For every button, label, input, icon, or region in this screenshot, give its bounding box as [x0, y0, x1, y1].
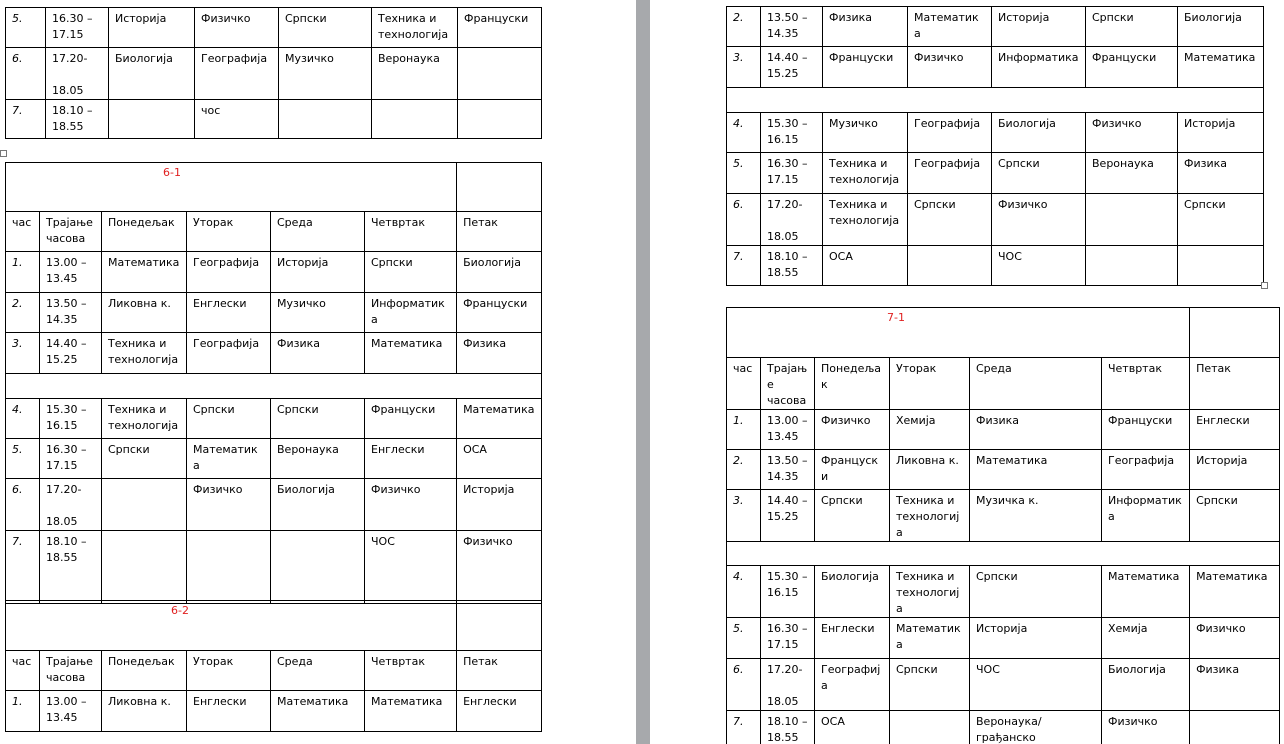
lesson-number: 4.: [6, 399, 40, 439]
lesson-number: 5.: [6, 8, 46, 48]
subject-cell: Физика: [271, 333, 365, 374]
table-row: [6, 399, 542, 439]
table-row: [727, 490, 1280, 542]
lesson-time: 15.30 – 16.15: [761, 113, 823, 153]
break-cell: [6, 374, 542, 399]
subject-cell: Хемија: [1102, 618, 1190, 659]
header-row: [727, 358, 1280, 410]
subject-cell: Техника и технологија: [372, 8, 458, 48]
table-title-cell: [6, 163, 457, 212]
lesson-time: 18.10 – 18.55: [761, 711, 815, 744]
lesson-time: 18.10 – 18.55: [46, 100, 109, 139]
column-header: Трајање часова: [40, 651, 102, 691]
subject-cell: Српски: [279, 8, 372, 48]
lesson-number: 7.: [727, 246, 761, 286]
subject-cell: Историја: [271, 252, 365, 293]
lesson-number: 2.: [727, 7, 761, 47]
subject-cell: [1086, 194, 1178, 246]
lesson-number: 2.: [727, 450, 761, 490]
subject-cell: Математика: [1178, 47, 1264, 88]
subject-cell: Математика: [271, 691, 365, 732]
subject-cell: Биологија: [109, 48, 195, 100]
subject-cell: Српски: [992, 153, 1086, 194]
lesson-number: 4.: [727, 566, 761, 618]
table-row: [727, 153, 1264, 194]
lesson-time: 14.40 – 15.25: [761, 47, 823, 88]
lesson-number: 6.: [6, 48, 46, 100]
lesson-number: 3.: [727, 490, 761, 542]
subject-cell: Енглески: [1190, 410, 1280, 450]
lesson-time: 13.50 – 14.35: [40, 293, 102, 333]
subject-cell: Француски: [1102, 410, 1190, 450]
subject-cell: Физика: [1178, 153, 1264, 194]
table-row: [727, 659, 1280, 711]
column-header: Петак: [457, 651, 542, 691]
lesson-time: 13.00 – 13.45: [40, 691, 102, 732]
table-title-row: [727, 308, 1280, 358]
table-row: [727, 7, 1264, 47]
break-cell: [727, 88, 1264, 113]
lesson-time: 17.20- 18.05: [761, 659, 815, 711]
break-row: [727, 542, 1280, 566]
subject-cell: Историја: [109, 8, 195, 48]
subject-cell: [458, 48, 542, 100]
lesson-number: 1.: [6, 252, 40, 293]
lesson-number: 3.: [727, 47, 761, 88]
column-header: Трајање часова: [40, 212, 102, 252]
subject-cell: Техника и технологија: [890, 566, 970, 618]
subject-cell: [1190, 711, 1280, 744]
subject-cell: ОСА: [457, 439, 542, 479]
subject-cell: Техника и технологија: [823, 194, 908, 246]
column-header: Среда: [271, 651, 365, 691]
column-header: час: [6, 651, 40, 691]
left-page: [0, 0, 636, 744]
subject-cell: Веронаука: [1086, 153, 1178, 194]
lesson-number: 4.: [727, 113, 761, 153]
table-row: [6, 100, 542, 139]
empty-cell: [1190, 308, 1280, 358]
lesson-time: 16.30 – 17.15: [761, 153, 823, 194]
subject-cell: Веронаука: [372, 48, 458, 100]
subject-cell: Математика: [187, 439, 271, 479]
table-row: [727, 194, 1264, 246]
lesson-number: 5.: [727, 153, 761, 194]
timetable-7-1: [726, 307, 1280, 744]
table-row: [727, 246, 1264, 286]
subject-cell: Географија: [908, 113, 992, 153]
subject-cell: Српски: [908, 194, 992, 246]
subject-cell: Веронаука/грађанско: [970, 711, 1102, 744]
subject-cell: Српски: [1086, 7, 1178, 47]
subject-cell: чос: [195, 100, 279, 139]
subject-cell: Информатика: [992, 47, 1086, 88]
subject-cell: Географија: [1102, 450, 1190, 490]
table-row: [6, 691, 542, 732]
timetable-continued-left: [5, 7, 542, 139]
lesson-number: 1.: [6, 691, 40, 732]
subject-cell: [102, 531, 187, 604]
lesson-number: 5.: [727, 618, 761, 659]
subject-cell: Музичко: [271, 293, 365, 333]
table-row: [6, 439, 542, 479]
subject-cell: ОСА: [823, 246, 908, 286]
table-row: [6, 293, 542, 333]
subject-cell: Физика: [1190, 659, 1280, 711]
subject-cell: Француски: [823, 47, 908, 88]
subject-cell: [890, 711, 970, 744]
subject-cell: Математика: [970, 450, 1102, 490]
subject-cell: Физичко: [365, 479, 457, 531]
lesson-time: 18.10 – 18.55: [761, 246, 823, 286]
subject-cell: Математика: [1102, 566, 1190, 618]
lesson-time: 14.40 – 15.25: [40, 333, 102, 374]
lesson-number: 5.: [6, 439, 40, 479]
subject-cell: Техника и технологија: [102, 399, 187, 439]
column-header: час: [727, 358, 761, 410]
subject-cell: Музичка к.: [970, 490, 1102, 542]
lesson-time: 17.20- 18.05: [761, 194, 823, 246]
subject-cell: ЧОС: [365, 531, 457, 604]
subject-cell: Географија: [908, 153, 992, 194]
subject-cell: Биологија: [271, 479, 365, 531]
class-title: 6-2: [171, 604, 189, 617]
table-title-row: [6, 163, 542, 212]
lesson-time: 16.30 – 17.15: [761, 618, 815, 659]
subject-cell: Српски: [102, 439, 187, 479]
subject-cell: Информатика: [1102, 490, 1190, 542]
subject-cell: Историја: [457, 479, 542, 531]
subject-cell: Биологија: [1178, 7, 1264, 47]
table-row: [727, 566, 1280, 618]
table-row: [6, 48, 542, 100]
subject-cell: ЧОС: [970, 659, 1102, 711]
subject-cell: Физичко: [992, 194, 1086, 246]
subject-cell: Физичко: [457, 531, 542, 604]
subject-cell: Биологија: [457, 252, 542, 293]
subject-cell: Информатика: [365, 293, 457, 333]
timetable-6-1: [5, 162, 542, 604]
table-resize-handle[interactable]: [1261, 282, 1268, 289]
subject-cell: Српски: [187, 399, 271, 439]
subject-cell: Географија: [195, 48, 279, 100]
subject-cell: [1178, 246, 1264, 286]
subject-cell: Историја: [1178, 113, 1264, 153]
page-gutter: [636, 0, 650, 744]
table-row: [727, 410, 1280, 450]
subject-cell: Историја: [970, 618, 1102, 659]
lesson-number: 7.: [6, 100, 46, 139]
subject-cell: Ликовна к.: [102, 691, 187, 732]
subject-cell: Историја: [992, 7, 1086, 47]
lesson-number: 6.: [727, 659, 761, 711]
subject-cell: Географија: [187, 252, 271, 293]
column-header: Понедељак: [815, 358, 890, 410]
subject-cell: Историја: [1190, 450, 1280, 490]
table-row: [727, 711, 1280, 744]
subject-cell: Математика: [457, 399, 542, 439]
column-header: Четвртак: [1102, 358, 1190, 410]
subject-cell: Српски: [1178, 194, 1264, 246]
column-header: Уторак: [890, 358, 970, 410]
column-header: Среда: [970, 358, 1102, 410]
table-row: [6, 333, 542, 374]
table-title-row: [6, 601, 542, 651]
subject-cell: Веронаука: [271, 439, 365, 479]
subject-cell: Ликовна к.: [102, 293, 187, 333]
subject-cell: [102, 479, 187, 531]
table-row: [727, 113, 1264, 153]
subject-cell: ЧОС: [992, 246, 1086, 286]
table-row: [6, 531, 542, 604]
lesson-time: 13.50 – 14.35: [761, 7, 823, 47]
timetable-continued-right: [726, 6, 1264, 286]
subject-cell: Физика: [457, 333, 542, 374]
subject-cell: Француски: [458, 8, 542, 48]
timetable-6-2: [5, 600, 542, 732]
subject-cell: Француски: [457, 293, 542, 333]
subject-cell: Енглески: [187, 691, 271, 732]
subject-cell: [372, 100, 458, 139]
table-row: [6, 479, 542, 531]
subject-cell: Музичко: [279, 48, 372, 100]
subject-cell: Физичко: [908, 47, 992, 88]
subject-cell: [1086, 246, 1178, 286]
table-title-cell: [6, 601, 457, 651]
empty-cell: [457, 601, 542, 651]
subject-cell: [908, 246, 992, 286]
lesson-time: 16.30 – 17.15: [40, 439, 102, 479]
subject-cell: Српски: [271, 399, 365, 439]
column-header: час: [6, 212, 40, 252]
subject-cell: Физичко: [187, 479, 271, 531]
table-row: [6, 252, 542, 293]
subject-cell: Математика: [890, 618, 970, 659]
table-row: [727, 47, 1264, 88]
subject-cell: Биологија: [992, 113, 1086, 153]
subject-cell: Српски: [970, 566, 1102, 618]
lesson-number: 7.: [6, 531, 40, 604]
subject-cell: Физичко: [815, 410, 890, 450]
column-header: Понедељак: [102, 212, 187, 252]
subject-cell: Биологија: [1102, 659, 1190, 711]
subject-cell: Физичко: [195, 8, 279, 48]
table-title-cell: [727, 308, 1190, 358]
lesson-time: 18.10 – 18.55: [40, 531, 102, 604]
header-row: [6, 651, 542, 691]
subject-cell: Математика: [102, 252, 187, 293]
subject-cell: Српски: [815, 490, 890, 542]
subject-cell: Енглески: [457, 691, 542, 732]
subject-cell: Техника и технологија: [890, 490, 970, 542]
lesson-time: 17.20- 18.05: [40, 479, 102, 531]
break-row: [6, 374, 542, 399]
subject-cell: Географија: [815, 659, 890, 711]
table-move-handle[interactable]: [0, 150, 7, 157]
subject-cell: Српски: [1190, 490, 1280, 542]
break-cell: [727, 542, 1280, 566]
subject-cell: Математика: [365, 333, 457, 374]
column-header: Четвртак: [365, 212, 457, 252]
subject-cell: Енглески: [365, 439, 457, 479]
class-title: 6-1: [163, 166, 181, 179]
table-row: [727, 618, 1280, 659]
subject-cell: Математика: [908, 7, 992, 47]
lesson-number: 3.: [6, 333, 40, 374]
empty-cell: [457, 163, 542, 212]
subject-cell: Француски: [365, 399, 457, 439]
subject-cell: Енглески: [815, 618, 890, 659]
subject-cell: Физичко: [1190, 618, 1280, 659]
lesson-number: 2.: [6, 293, 40, 333]
header-row: [6, 212, 542, 252]
subject-cell: Ликовна к.: [890, 450, 970, 490]
subject-cell: Физика: [823, 7, 908, 47]
subject-cell: Техника и технологија: [823, 153, 908, 194]
subject-cell: Француски: [815, 450, 890, 490]
column-header: Уторак: [187, 651, 271, 691]
subject-cell: Математика: [1190, 566, 1280, 618]
subject-cell: [109, 100, 195, 139]
subject-cell: Српски: [890, 659, 970, 711]
table-row: [6, 8, 542, 48]
class-title: 7-1: [887, 311, 905, 324]
subject-cell: Физика: [970, 410, 1102, 450]
subject-cell: [458, 100, 542, 139]
lesson-time: 17.20- 18.05: [46, 48, 109, 100]
subject-cell: Физичко: [1102, 711, 1190, 744]
subject-cell: Француски: [1086, 47, 1178, 88]
lesson-number: 1.: [727, 410, 761, 450]
lesson-time: 13.50 – 14.35: [761, 450, 815, 490]
lesson-time: 15.30 – 16.15: [761, 566, 815, 618]
lesson-time: 15.30 – 16.15: [40, 399, 102, 439]
subject-cell: Техника и технологија: [102, 333, 187, 374]
lesson-time: 13.00 – 13.45: [761, 410, 815, 450]
column-header: Четвртак: [365, 651, 457, 691]
table-row: [727, 450, 1280, 490]
subject-cell: Физичко: [1086, 113, 1178, 153]
lesson-number: 6.: [727, 194, 761, 246]
column-header: Среда: [271, 212, 365, 252]
subject-cell: Енглески: [187, 293, 271, 333]
lesson-number: 6.: [6, 479, 40, 531]
column-header: Понедељак: [102, 651, 187, 691]
lesson-time: 13.00 – 13.45: [40, 252, 102, 293]
subject-cell: [187, 531, 271, 604]
subject-cell: Математика: [365, 691, 457, 732]
column-header: Уторак: [187, 212, 271, 252]
subject-cell: ОСА: [815, 711, 890, 744]
column-header: Петак: [457, 212, 542, 252]
column-header: Трајање часова: [761, 358, 815, 410]
subject-cell: [279, 100, 372, 139]
lesson-time: 16.30 – 17.15: [46, 8, 109, 48]
column-header: Петак: [1190, 358, 1280, 410]
break-row: [727, 88, 1264, 113]
subject-cell: [271, 531, 365, 604]
subject-cell: Географија: [187, 333, 271, 374]
subject-cell: Хемија: [890, 410, 970, 450]
subject-cell: Музичко: [823, 113, 908, 153]
lesson-time: 14.40 – 15.25: [761, 490, 815, 542]
subject-cell: Српски: [365, 252, 457, 293]
lesson-number: 7.: [727, 711, 761, 744]
right-page: [650, 0, 1284, 744]
subject-cell: Биологија: [815, 566, 890, 618]
